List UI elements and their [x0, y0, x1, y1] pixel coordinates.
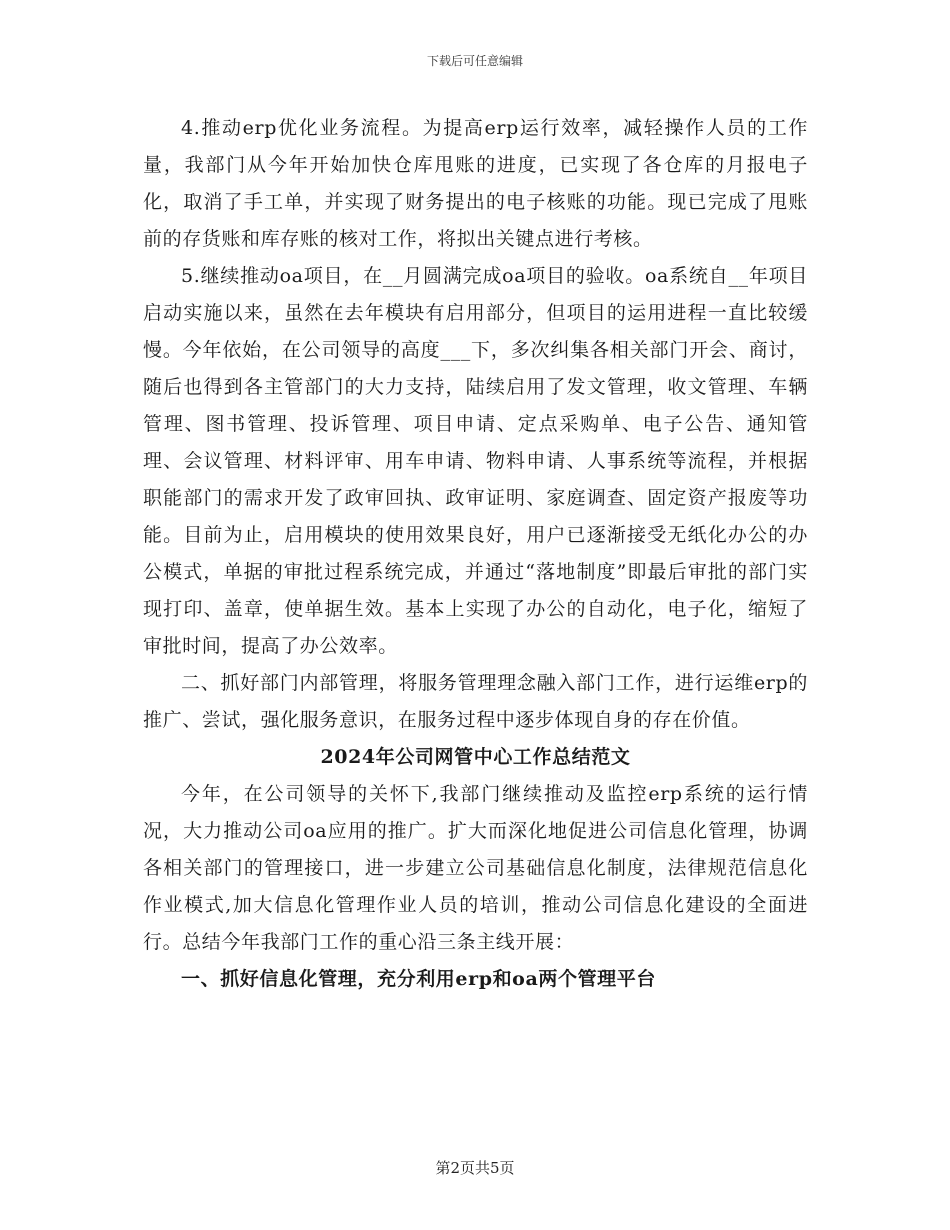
paragraph-intro: 今年，在公司领导的关怀下,我部门继续推动及监控erp系统的运行情况，大力推动公司oa应用的推广。扩大而深化地促进公司信息化管理，协调各相关部门的管理接口，进一步建立公司基础信息化制度，法律规范信息化作业模式,加大信息化管理作业人员的培训，推动公司信息化建设的全面进行。总结今年我部门工作的重心沿三条主线开展： — [143, 783, 808, 953]
section-heading: 一、抓好信息化管理，充分利用erp和oa两个管理平台 — [181, 968, 656, 990]
paragraph-erp-optimization: 4.推动erp优化业务流程。为提高erp运行效率，减轻操作人员的工作量，我部门从今年开始加快仓库甩账的进度，已实现了各仓库的月报电子化，取消了手工单，并实现了财务提出的电子核账的功能。现已完成了甩账前的存货账和库存账的核对工作，将拟出关键点进行考核。 — [143, 117, 808, 250]
paragraph-oa-project: 5.继续推动oa项目，在__月圆满完成oa项目的验收。oa系统自__年项目启动实施以来，虽然在去年模块有启用部分，但项目的运用进程一直比较缓慢。今年依始，在公司领导的高度___下，多次纠集各相关部门开会、商讨，随后也得到各主管部门的大力支持，陆续启用了发文管理，收文管理、车辆管理、图书管理、投诉管理、项目申请、定点采购单、电子公告、通知管理、会议管理、材料评审、用车申请、物料申请、人事系统等流程，并根据职能部门的需求开发了政审回执、政审证明、家庭调查、固定资产报废等功能。目前为止，启用模块的使用效果良好，用户已逐渐接受无纸化办公的办公模式，单据的审批过程系统完成，并通过“落地制度”即最后审批的部门实现打印、盖章，使单据生效。基本上实现了办公的自动化，电子化，缩短了审批时间，提高了办公效率。 — [143, 265, 808, 657]
page-number: 第2页共5页 — [435, 1159, 515, 1177]
paragraph-internal-management: 二、抓好部门内部管理，将服务管理理念融入部门工作，进行运维erp的推广、尝试，强化服务意识，在服务过程中逐步体现自身的存在价值。 — [143, 672, 808, 731]
page-header: 下载后可任意编辑 — [426, 54, 523, 68]
document-title: 2024年公司网管中心工作总结范文 — [320, 746, 631, 768]
document-body — [143, 110, 808, 998]
